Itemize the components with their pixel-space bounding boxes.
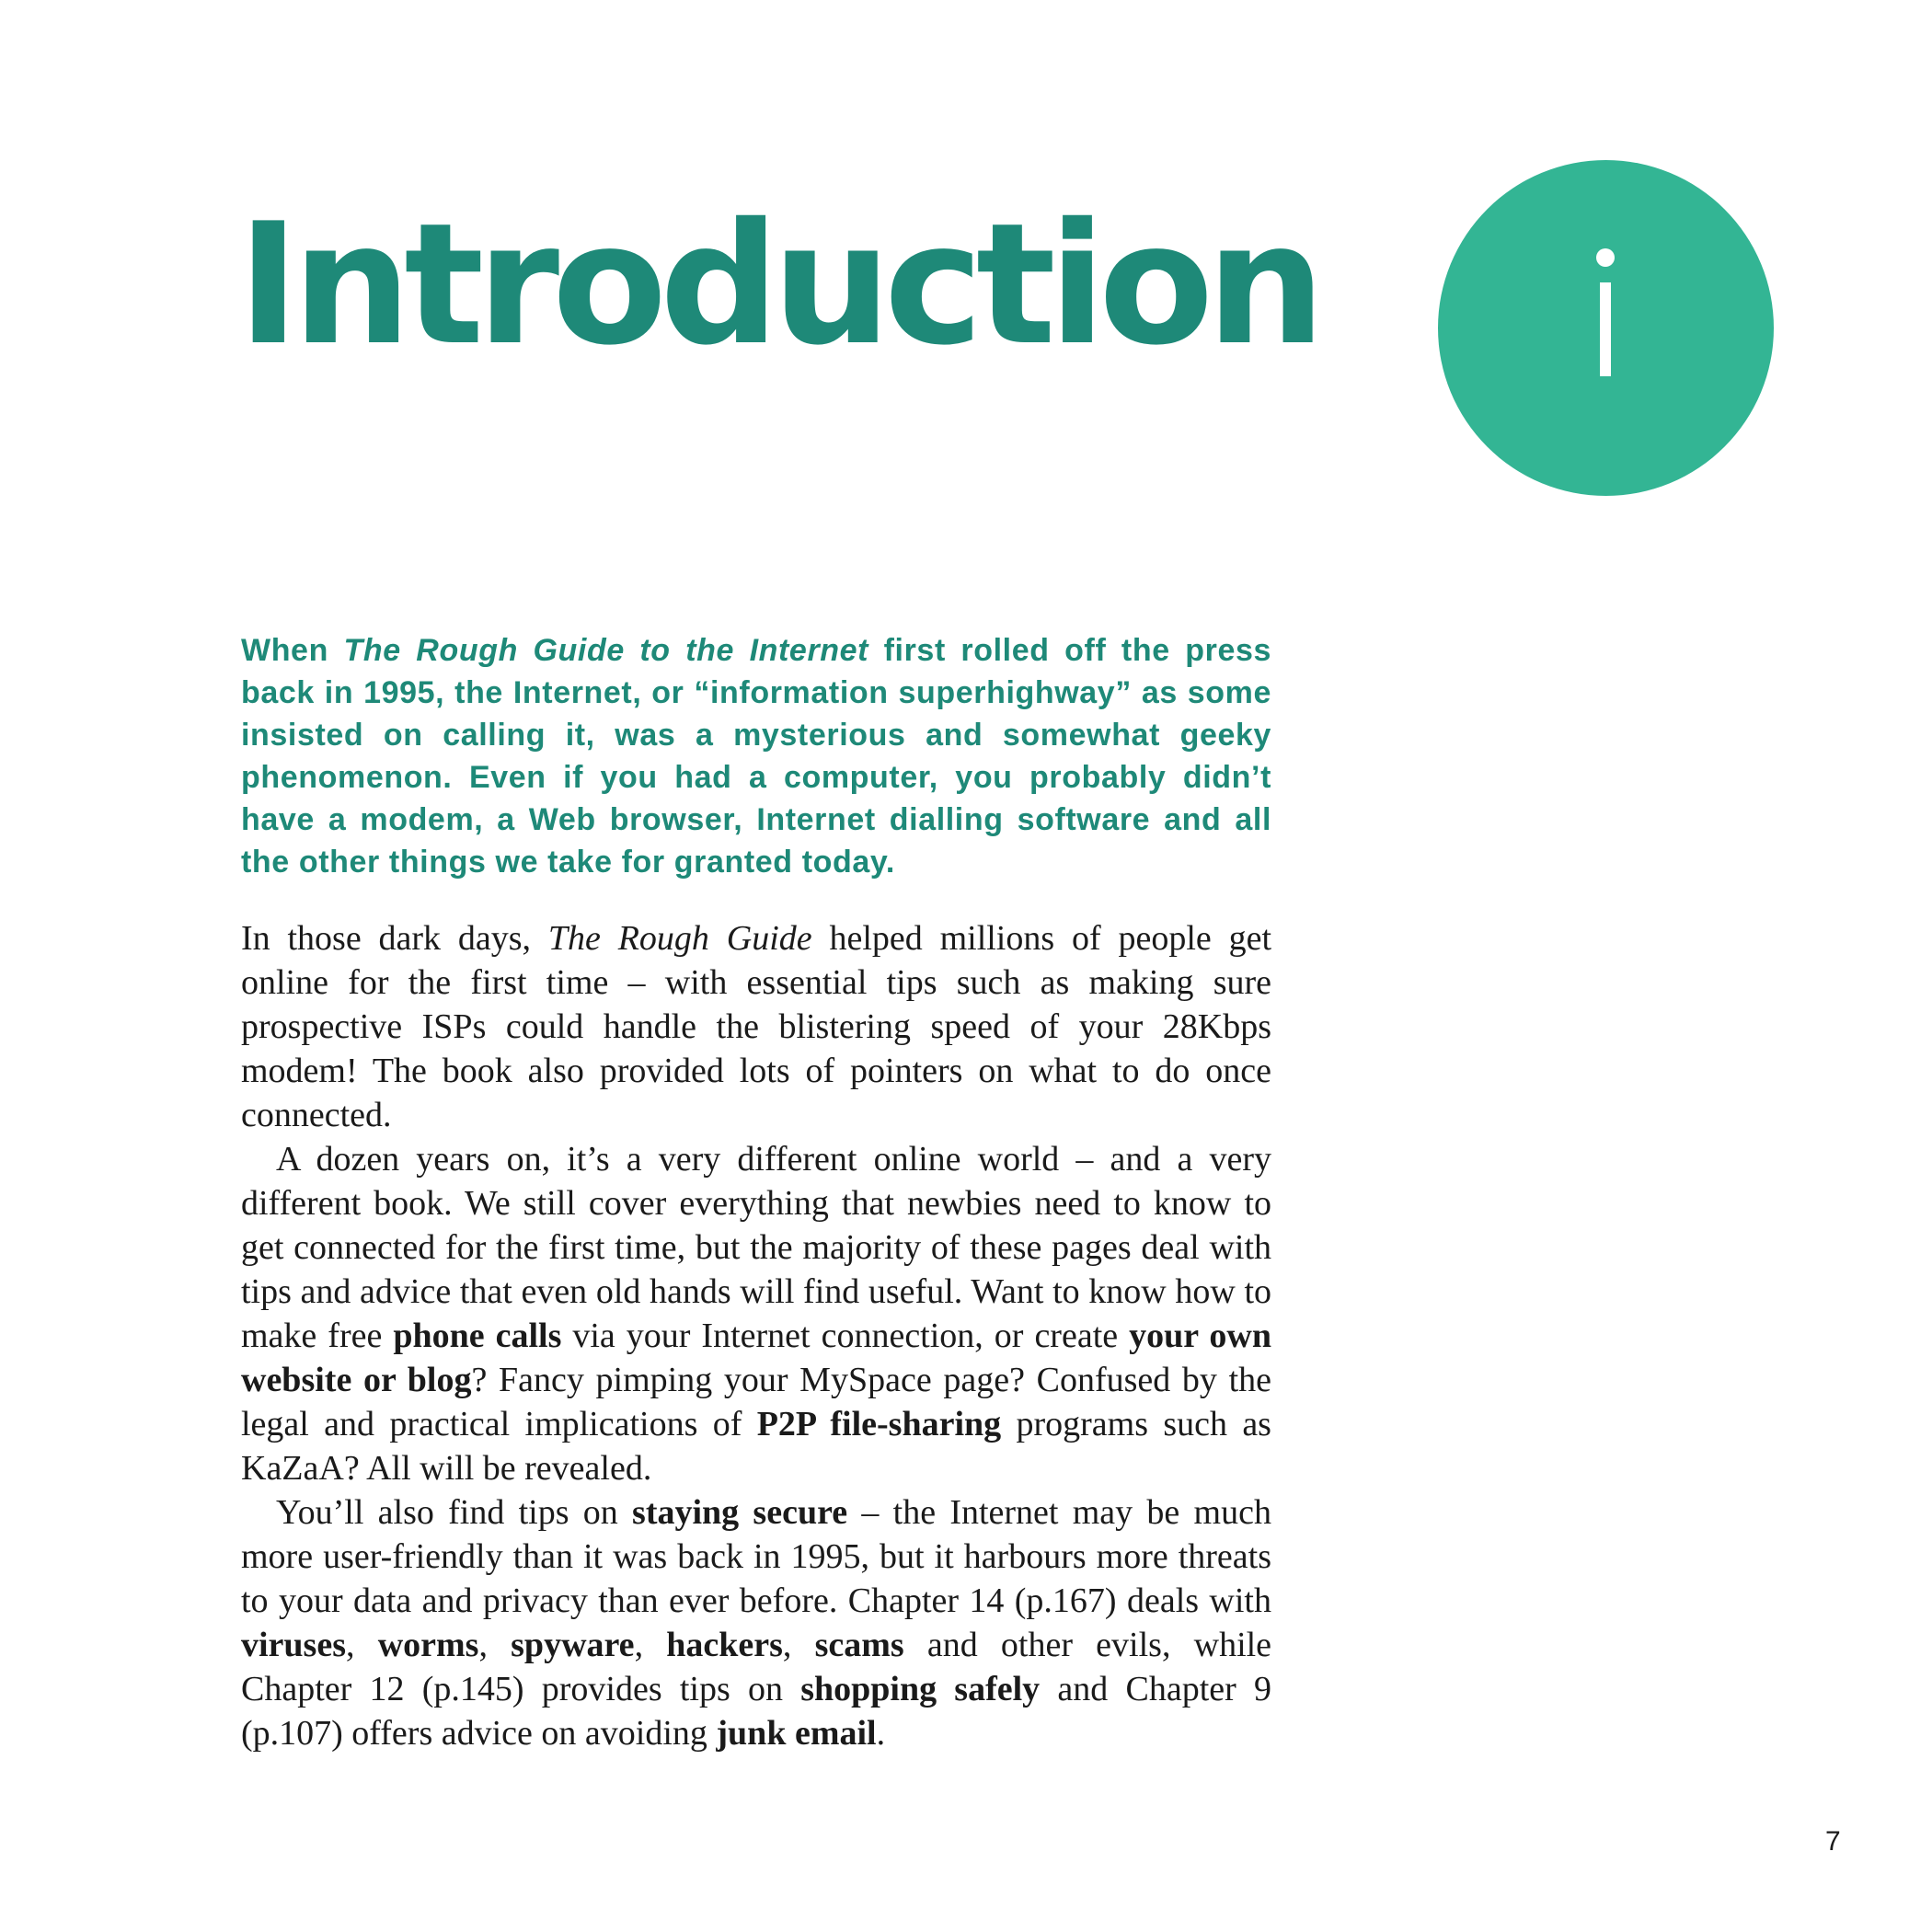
lead-text: When <box>241 633 344 668</box>
bold-term: scams <box>814 1626 904 1664</box>
bold-term: phone calls <box>393 1317 562 1355</box>
page-number: 7 <box>1825 1826 1841 1857</box>
main-text <box>241 629 1271 1755</box>
book-title-italic: The Rough Guide to the Internet <box>343 633 869 668</box>
body-text: , <box>346 1626 378 1664</box>
bold-term: your own website or blog <box>241 1317 1272 1399</box>
body-text: , <box>478 1626 512 1664</box>
body-text: via your Internet connection, or create <box>561 1317 1130 1355</box>
info-i-stem <box>1600 282 1611 376</box>
body-text: . <box>876 1714 886 1753</box>
body-text: helped millions of people get online for the first time – with essential tips such as making sure prospective ISPs could handle the blistering speed of your 28Kbps modem! The book also provided lots of pointers on what to do once connected. <box>241 919 1272 1134</box>
body-text: – the Internet may be much more user-friendly than it was back in 1995, but it harbours more threats to your data and privacy than ever before. Chapter 14 (p.167) deals with <box>241 1493 1271 1620</box>
body-paragraph-3 <box>241 1490 1271 1755</box>
bold-term: shopping safely <box>800 1670 1041 1708</box>
bold-term: viruses <box>241 1626 346 1664</box>
body-paragraph-2 <box>241 1137 1271 1490</box>
bold-term: spyware <box>511 1626 635 1664</box>
body-text: In those dark days, <box>241 919 548 958</box>
body-text: and Chapter 9 (p.107) offers advice on avoiding <box>241 1670 1272 1753</box>
body-text: You’ll also find tips on <box>276 1493 633 1532</box>
body-text: A dozen years on, it’s a very different online world – and a very different book. We still cover everything that newbies need to know to get connected for the first time, but the majority of these pages deal with tips and advice that even old hands will find useful. Want to know how to make free <box>241 1140 1271 1355</box>
body-text: programs such as KaZaA? All will be revealed. <box>241 1405 1271 1488</box>
info-i-icon <box>1596 248 1615 267</box>
lead-paragraph <box>241 629 1271 883</box>
body-paragraph-1 <box>241 916 1271 1137</box>
bold-term: staying secure <box>632 1493 848 1532</box>
body-text: , <box>634 1626 667 1664</box>
bold-term: worms <box>377 1626 479 1664</box>
book-title-italic: The Rough Guide <box>547 919 812 958</box>
bold-term: P2P file-sharing <box>756 1405 1002 1443</box>
body-text: ? Fancy pimping your MySpace page? Confused by the legal and practical implications of <box>241 1361 1271 1443</box>
lead-text: first rolled off the press back in 1995, the Internet, or “information superhighway” as some insisted on calling it, was a mysterious and somewhat geeky phenomenon. Even if you had a computer, you probably didn’t have a modem, a Web browser, Internet dialling software and all the other things we take for granted today. <box>241 633 1272 880</box>
bold-term: hackers <box>666 1626 783 1664</box>
page-title: Introduction <box>237 187 1318 382</box>
body-text: , <box>782 1626 815 1664</box>
bold-term: junk email <box>716 1714 877 1753</box>
body-text: and other evils, while Chapter 12 (p.145) provides tips on <box>241 1626 1272 1708</box>
info-badge <box>1438 160 1774 496</box>
